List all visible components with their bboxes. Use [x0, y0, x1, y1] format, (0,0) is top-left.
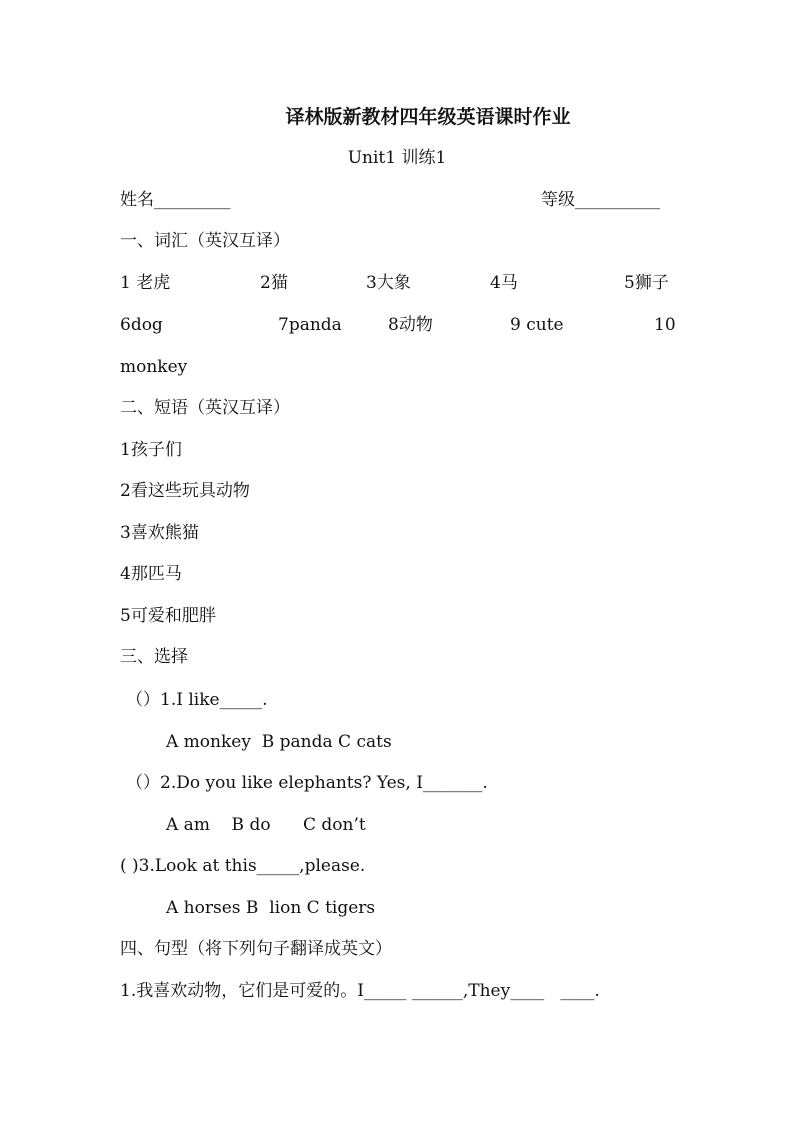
section-phrases-heading: 二、短语（英汉互译） — [120, 398, 290, 418]
choice-question-options: A am B do C don’t — [166, 815, 366, 835]
worksheet-title: 译林版新教材四年级英语课时作业 — [285, 106, 571, 128]
vocab-item: 9 cute — [510, 315, 564, 335]
phrase-item: 1孩子们 — [120, 440, 182, 460]
choice-question-stem: （）2.Do you like elephants? Yes, I_______. — [126, 773, 488, 793]
vocab-item: 4马 — [490, 273, 518, 293]
vocab-item: 6dog — [120, 315, 163, 335]
section-sentence-heading: 四、句型（将下列句子翻译成英文） — [120, 939, 392, 959]
section-choice-heading: 三、选择 — [120, 647, 188, 667]
choice-question-stem: （）1.I like_____. — [126, 690, 268, 710]
vocab-item: 10 — [654, 315, 676, 335]
choice-question-stem: ( )3.Look at this_____,please. — [120, 856, 366, 876]
choice-question-options: A horses B lion C tigers — [166, 898, 376, 918]
vocab-item: 5狮子 — [624, 273, 669, 293]
section-vocabulary-heading: 一、词汇（英汉互译） — [120, 231, 290, 251]
phrase-item: 3喜欢熊猫 — [120, 523, 199, 543]
choice-question-options: A monkey B panda C cats — [166, 732, 392, 752]
unit-subtitle: Unit1 训练1 — [347, 148, 447, 168]
phrase-item: 5可爱和肥胖 — [120, 606, 216, 626]
sentence-item: 1.我喜欢动物，它们是可爱的。I_____ ______,They____ ____. — [120, 981, 600, 1001]
vocab-item: 3大象 — [366, 273, 411, 293]
vocab-item: 8动物 — [388, 315, 433, 335]
vocab-item: 7panda — [278, 315, 342, 335]
phrase-item: 2看这些玩具动物 — [120, 481, 250, 501]
phrase-item: 4那匹马 — [120, 564, 182, 584]
vocab-item: monkey — [120, 357, 188, 377]
vocab-item: 1 老虎 — [120, 273, 171, 293]
vocab-item: 2猫 — [260, 273, 288, 293]
name-field: 姓名_________ — [120, 190, 231, 210]
grade-field: 等级__________ — [541, 190, 660, 210]
